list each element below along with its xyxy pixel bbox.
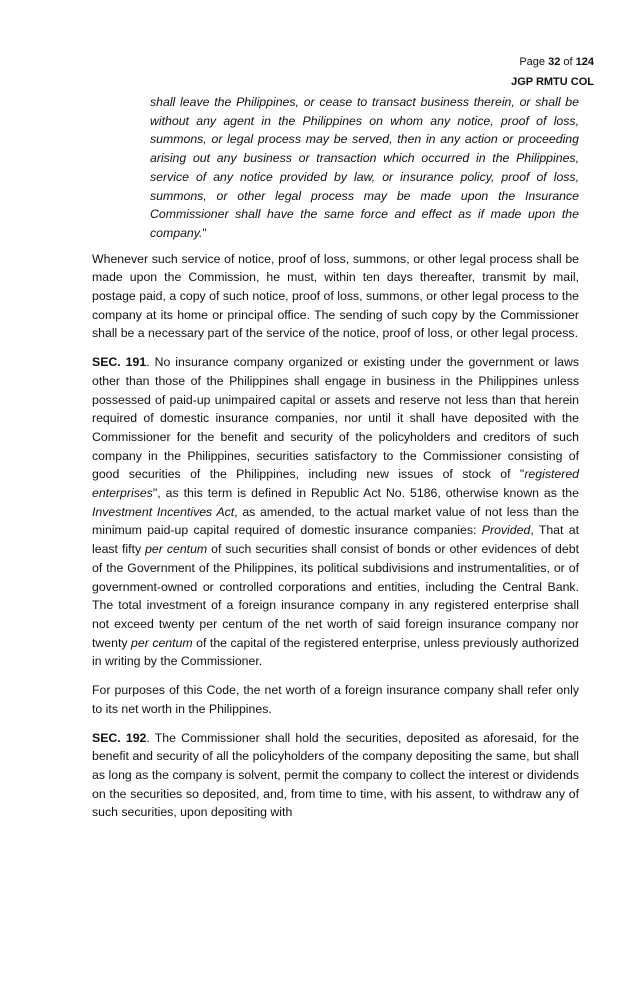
paragraph-net-worth: For purposes of this Code, the net worth of a foreign insurance company shall refer only to its net worth in the Philippines. [92, 683, 579, 716]
section-192: SEC. 192. The Commissioner shall hold the securities, deposited as aforesaid, for the benefit and security of all the policyholders of the company depositing the same, but shall as long as the company is solvent, permit the company to collect the interest or dividends on the securities so deposited, and, from time to time, with his assent, to withdraw any of such securities, upon depositing with [92, 730, 579, 820]
section-191: SEC. 191. No insurance company organized or existing under the government or laws other than those of the Philippines shall engage in business in the Philippines unless possessed of paid-up unimpaired capital or assets and reserve not less than that herein required of domestic insurance companies, nor until it shall have deposited with the Commissioner for the benefit and security of the policyholders and creditors of such company in the Philippines, securities satisfactory to the Commissioner consisting of good securities of the Philippines, including new issues of stock of "registered enterprises", as this term is defined in Republic Act No. 5186, otherwise known as the Investment Incentives Act, as amended, to the actual market value of not less than the minimum paid-up capital required of domestic insurance companies: Provided, That at least fifty per centum of such securities shall consist of bonds or other evidences of debt of the Government of the Philippines, its political subdivisions and instrumentalities, or of government-owned or controlled corporations and entities, including the Central Bank. The total investment of a foreign insurance company in any registered enterprise shall not exceed twenty per centum of the net worth of said foreign insurance company nor twenty per centum of the capital of the registered enterprise, unless previously authorized in writing by the Commissioner. [92, 355, 580, 669]
page-prefix: Page [519, 56, 546, 68]
page-number: 32 [548, 56, 561, 68]
section-192-label: SEC. 192 [92, 730, 147, 745]
page-total: 124 [575, 56, 594, 68]
document-body [92, 93, 579, 832]
section-191-label: SEC. 191 [92, 355, 147, 370]
page-number-line [511, 52, 594, 72]
paragraph-service-notice: Whenever such service of notice, proof of loss, summons, or other legal process shall be made upon the Commission, he must, within ten days thereafter, transmit by mail, postage paid, a copy of such notice, proof of loss, summons, or other legal process to the company at its home or principal office. The sending of such copy by the Commissioner shall be a necessary part of the service of the notice, proof of loss, or other legal process. [92, 251, 579, 341]
page-of: of [563, 56, 573, 68]
page-header [511, 52, 594, 92]
quoted-provision: shall leave the Philippines, or cease to transact business therein, or shall be without any agent in the Philippines on whom any notice, proof of loss, summons, or legal process may be served, then in any action or proceeding arising out any business or transaction which occurred in the Philippines, service of any notice provided by law, or insurance policy, proof of loss, summons, or other legal process may be made upon the Insurance Commissioner shall have the same force and effect as if made upon the company." [150, 95, 579, 240]
header-subtitle: JGP RMTU COL [511, 76, 594, 88]
